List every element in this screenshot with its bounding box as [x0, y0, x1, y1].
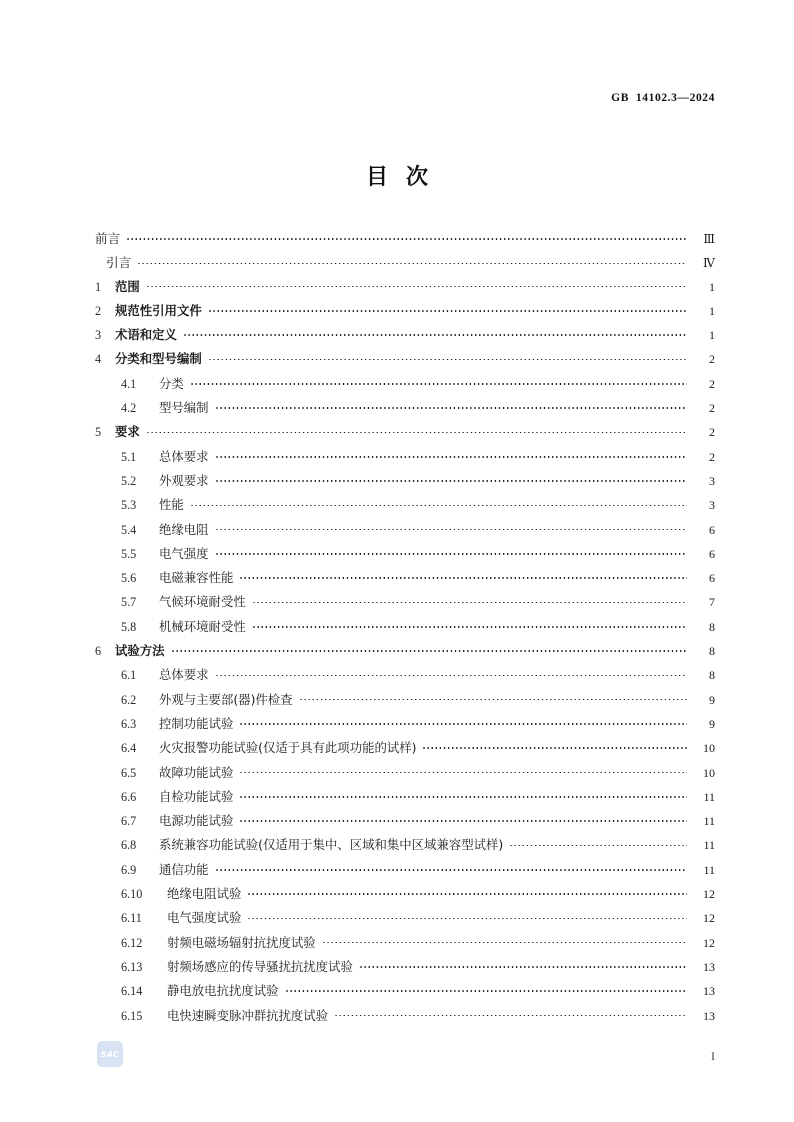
toc-entry-number: 6.11 — [121, 911, 142, 926]
toc-entry-number: 6.2 — [121, 692, 137, 707]
toc-entry[interactable] — [95, 957, 715, 981]
toc-entry-page-number: 13 — [703, 1008, 715, 1023]
toc-entry-number: 3 — [95, 328, 102, 343]
toc-entry-page-number: Ⅳ — [703, 256, 715, 271]
toc-entry-label: 性能 — [159, 497, 184, 513]
toc-entry-number: 5.7 — [121, 595, 137, 610]
toc-entry-number: 6.1 — [121, 668, 137, 683]
toc-entry-label: 外观与主要部(器)件检查 — [159, 691, 293, 707]
toc-entry[interactable] — [95, 908, 715, 932]
toc-dot-leader — [208, 303, 687, 315]
toc-entry-page-number: 2 — [709, 401, 715, 416]
toc-entry-number: 6.4 — [121, 741, 137, 756]
toc-entry-number: 2 — [95, 303, 102, 318]
toc-entry[interactable] — [95, 544, 715, 568]
toc-entry-page-number: 2 — [709, 449, 715, 464]
toc-entry[interactable] — [95, 349, 715, 373]
toc-entry-page-number: 12 — [703, 887, 715, 902]
toc-entry[interactable] — [95, 665, 715, 689]
toc-entry-label: 控制功能试验 — [159, 715, 234, 731]
toc-entry-label: 故障功能试验 — [159, 764, 234, 780]
toc-dot-leader — [422, 740, 687, 752]
toc-entry-label: 总体要求 — [159, 667, 209, 683]
toc-entry[interactable] — [95, 787, 715, 811]
toc-dot-leader — [322, 934, 687, 946]
toc-dot-leader — [208, 351, 687, 363]
toc-entry-label: 分类和型号编制 — [115, 351, 202, 367]
toc-entry-number: 5.8 — [121, 619, 137, 634]
toc-entry-page-number: 6 — [709, 546, 715, 561]
toc-dot-leader — [146, 278, 687, 290]
toc-entry[interactable] — [95, 884, 715, 908]
toc-entry-number: 5.3 — [121, 498, 137, 513]
toc-entry-label: 通信功能 — [159, 861, 209, 877]
toc-dot-leader — [247, 886, 687, 898]
toc-entry-page-number: 2 — [709, 352, 715, 367]
toc-entry-label: 电气强度 — [159, 545, 209, 561]
toc-entry-page-number: 13 — [703, 959, 715, 974]
toc-entry-number: 4.2 — [121, 401, 137, 416]
toc-entry-number: 5.2 — [121, 473, 137, 488]
toc-entry-page-number: 9 — [709, 692, 715, 707]
toc-entry-label: 型号编制 — [159, 400, 209, 416]
toc-entry-number: 6.8 — [121, 838, 137, 853]
toc-entry-page-number: 1 — [709, 303, 715, 318]
toc-entry-label: 电气强度试验 — [167, 910, 242, 926]
toc-entry[interactable] — [95, 811, 715, 835]
toc-entry-label: 自检功能试验 — [159, 788, 234, 804]
toc-entry-page-number: 11 — [703, 862, 715, 877]
toc-entry-label: 电快速瞬变脉冲群抗扰度试验 — [167, 1007, 329, 1023]
toc-entry-label: 总体要求 — [159, 448, 209, 464]
page-number: I — [711, 1049, 715, 1063]
toc-entry-number: 6.5 — [121, 765, 137, 780]
toc-entry-page-number: Ⅲ — [703, 232, 715, 246]
toc-entry-label: 引言 — [106, 255, 132, 271]
toc-entry-label: 绝缘电阻试验 — [167, 886, 242, 902]
toc-entry[interactable] — [95, 835, 715, 859]
toc-entry-page-number: 8 — [709, 644, 715, 659]
sac-logo-icon — [97, 1041, 123, 1067]
toc-dot-leader — [215, 667, 687, 679]
toc-entry[interactable] — [95, 277, 715, 301]
toc-entry-label: 分类 — [159, 375, 184, 391]
toc-dot-leader — [285, 983, 687, 995]
sac-logo-label: SAC — [100, 1049, 120, 1059]
toc-entry-page-number: 11 — [703, 814, 715, 829]
toc-dot-leader — [215, 546, 687, 558]
toc-entry-number: 6 — [95, 644, 102, 659]
toc-entry-label: 火灾报警功能试验(仅适于具有此项功能的试样) — [159, 740, 417, 756]
toc-dot-leader — [239, 570, 687, 582]
toc-dot-leader — [190, 376, 687, 388]
toc-entry-label: 范围 — [115, 278, 140, 294]
toc-entry-number: 4.1 — [121, 376, 137, 391]
toc-entry-label: 术语和定义 — [115, 327, 177, 343]
toc-dot-leader — [215, 521, 687, 533]
toc-dot-leader — [239, 764, 687, 776]
toc-dot-leader — [252, 594, 687, 606]
toc-dot-leader — [171, 643, 687, 655]
toc-entry-label: 试验方法 — [115, 643, 165, 659]
toc-entry-page-number: 2 — [709, 376, 715, 391]
toc-dot-leader — [146, 424, 687, 436]
toc-entry-number: 6.6 — [121, 789, 137, 804]
toc-entry[interactable] — [95, 641, 715, 665]
toc-entry-page-number: 12 — [703, 911, 715, 926]
toc-dot-leader — [215, 862, 687, 874]
toc-entry-label: 射频场感应的传导骚扰抗扰度试验 — [167, 958, 353, 974]
toc-entry-label: 电磁兼容性能 — [159, 570, 234, 586]
toc-entry-number: 4 — [95, 352, 102, 367]
toc-entry[interactable] — [95, 520, 715, 544]
toc-entry-page-number: 1 — [709, 279, 715, 294]
toc-entry-page-number: 3 — [709, 498, 715, 513]
toc-entry-number: 6.3 — [121, 716, 137, 731]
toc-entry-page-number: 1 — [709, 328, 715, 343]
toc-entry[interactable] — [95, 252, 715, 276]
toc-entry-label: 前言 — [95, 231, 121, 246]
toc-entry-page-number: 10 — [703, 765, 715, 780]
toc-dot-leader — [239, 813, 687, 825]
toc-entry-page-number: 12 — [703, 935, 715, 950]
toc-entry-number: 6.12 — [121, 935, 143, 950]
toc-entry-page-number: 11 — [703, 838, 715, 853]
toc-entry-number: 5.5 — [121, 546, 137, 561]
toc-entry-number: 6.10 — [121, 887, 143, 902]
toc-entry-label: 要求 — [115, 424, 140, 440]
toc-entry-number: 6.14 — [121, 984, 143, 999]
toc-entry[interactable] — [95, 568, 715, 592]
toc-entry-label: 机械环境耐受性 — [159, 618, 246, 634]
toc-dot-leader — [190, 497, 687, 509]
toc-entry[interactable] — [95, 1006, 715, 1030]
toc-entry[interactable] — [95, 422, 715, 446]
toc-dot-leader — [509, 837, 687, 849]
toc-entry-label: 射频电磁场辐射抗扰度试验 — [167, 934, 316, 950]
toc-entry-number: 1 — [95, 279, 102, 294]
toc-dot-leader — [215, 448, 687, 460]
toc-entry[interactable] — [95, 495, 715, 519]
toc-entry-label: 外观要求 — [159, 472, 209, 488]
toc-entry[interactable] — [95, 471, 715, 495]
toc-entry[interactable] — [95, 617, 715, 641]
toc-entry-label: 系统兼容功能试验(仅适用于集中、区域和集中区域兼容型试样) — [159, 837, 504, 853]
toc-entry-page-number: 8 — [709, 668, 715, 683]
toc-entry-page-number: 10 — [703, 741, 715, 756]
toc-entry-page-number: 8 — [709, 619, 715, 634]
toc-entry[interactable] — [95, 714, 715, 738]
toc-entry-label: 绝缘电阻 — [159, 521, 209, 537]
toc-entry-label: 规范性引用文件 — [115, 302, 202, 318]
toc-dot-leader — [215, 400, 687, 412]
page-title: 目次 — [365, 165, 446, 190]
toc-dot-leader — [183, 327, 687, 339]
toc-entry-number: 5.6 — [121, 571, 137, 586]
toc-entry[interactable] — [95, 592, 715, 616]
toc-entry-page-number: 7 — [709, 595, 715, 610]
toc-dot-leader — [215, 473, 687, 485]
toc-dot-leader — [126, 231, 687, 243]
toc-entry[interactable] — [95, 860, 715, 884]
toc-dot-leader — [247, 910, 687, 922]
toc-entry-number: 5 — [95, 425, 102, 440]
toc-entry[interactable] — [95, 398, 715, 422]
toc-entry[interactable] — [95, 228, 715, 252]
toc-entry[interactable] — [95, 447, 715, 471]
toc-entry-page-number: 6 — [709, 522, 715, 537]
toc-entry-page-number: 11 — [703, 789, 715, 804]
toc-entry-number: 5.4 — [121, 522, 137, 537]
toc-dot-leader — [239, 716, 687, 728]
toc-entry[interactable] — [95, 981, 715, 1005]
toc-entry-page-number: 9 — [709, 716, 715, 731]
toc-dot-leader — [137, 255, 687, 267]
toc-entry-page-number: 2 — [709, 425, 715, 440]
toc-entry[interactable] — [95, 933, 715, 957]
toc-entry[interactable] — [95, 374, 715, 398]
toc-dot-leader — [239, 789, 687, 801]
toc-entry[interactable] — [95, 763, 715, 787]
toc-entry[interactable] — [95, 325, 715, 349]
toc-entry[interactable] — [95, 738, 715, 762]
toc-dot-leader — [299, 691, 687, 703]
toc-entry-label: 静电放电抗扰度试验 — [167, 983, 279, 999]
toc-entry-number: 6.7 — [121, 814, 137, 829]
toc-entry-page-number: 3 — [709, 473, 715, 488]
toc-entry[interactable] — [95, 690, 715, 714]
toc-dot-leader — [334, 1007, 687, 1019]
toc-entry-number: 6.13 — [121, 959, 143, 974]
toc-dot-leader — [359, 959, 687, 971]
toc-entry-number: 6.9 — [121, 862, 137, 877]
toc-entry-label: 电源功能试验 — [159, 813, 234, 829]
toc-entry-number: 5.1 — [121, 449, 137, 464]
toc-entry-number: 6.15 — [121, 1008, 143, 1023]
table-of-contents — [95, 228, 715, 1030]
standard-number-header: GB 14102.3—2024 — [611, 92, 715, 104]
toc-dot-leader — [252, 619, 687, 631]
toc-entry-page-number: 6 — [709, 571, 715, 586]
toc-entry-page-number: 13 — [703, 984, 715, 999]
toc-entry[interactable] — [95, 301, 715, 325]
toc-entry-label: 气候环境耐受性 — [159, 594, 246, 610]
